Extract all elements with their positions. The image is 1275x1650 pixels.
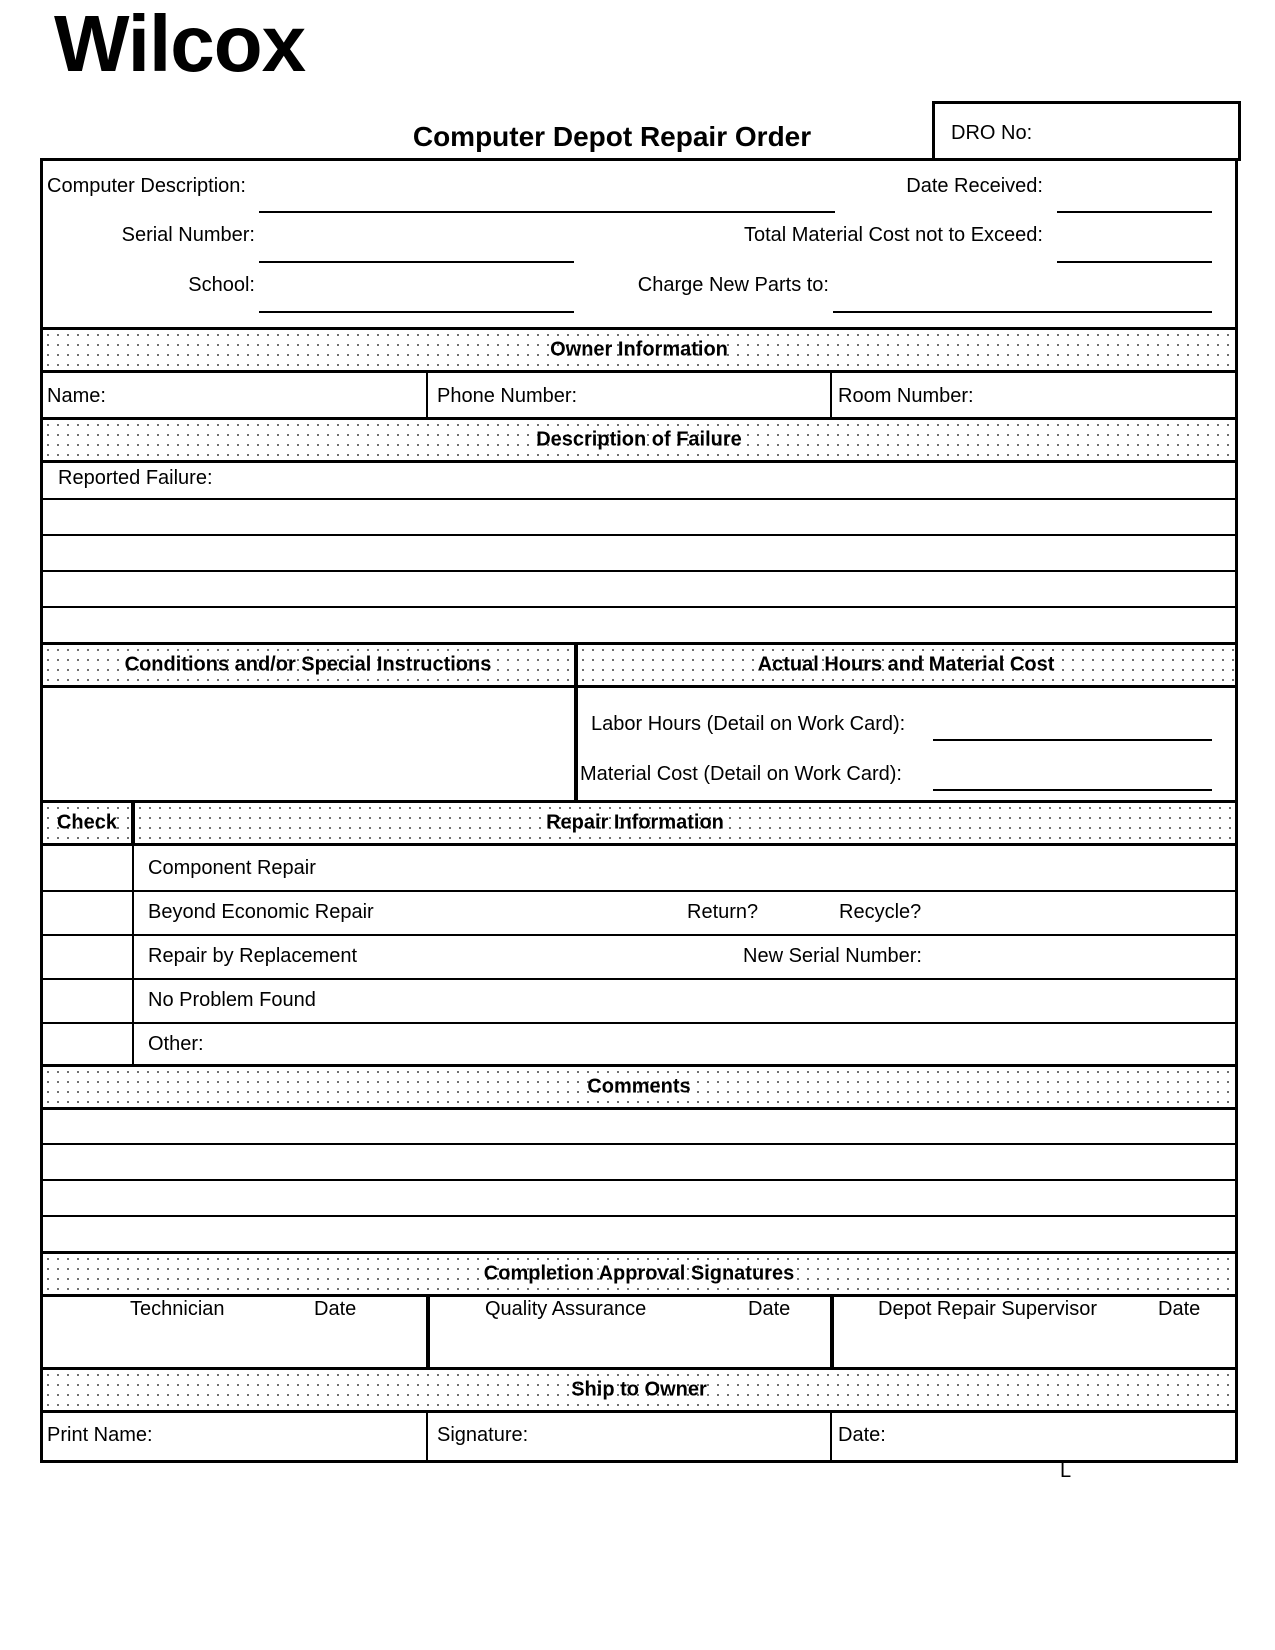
- repair-information-heading: Repair Information: [546, 811, 724, 834]
- total-material-cost-field[interactable]: [1057, 261, 1212, 263]
- supervisor-date-label: Date: [1158, 1298, 1201, 1320]
- actual-hours-band: [578, 645, 1235, 685]
- charge-new-parts-label: Charge New Parts to:: [637, 274, 829, 296]
- return-option[interactable]: Return?: [687, 901, 759, 923]
- owner-phone-field[interactable]: Phone Number:: [437, 385, 578, 407]
- failure-line[interactable]: [43, 606, 1235, 608]
- computer-description-field[interactable]: [259, 211, 835, 213]
- serial-number-label: Serial Number:: [121, 224, 255, 246]
- failure-line[interactable]: [43, 534, 1235, 536]
- qa-label: Quality Assurance: [485, 1298, 647, 1320]
- charge-new-parts-field[interactable]: [833, 311, 1212, 313]
- divider: [132, 846, 134, 1064]
- conditions-heading: Conditions and/or Special Instructions: [124, 653, 492, 676]
- divider: [426, 373, 428, 419]
- repair-option-label: Component Repair: [148, 857, 316, 879]
- reported-failure-label: Reported Failure:: [58, 467, 213, 489]
- failure-line[interactable]: [43, 498, 1235, 500]
- date-received-label: Date Received:: [906, 175, 1043, 197]
- page-title: Computer Depot Repair Order: [412, 121, 812, 152]
- material-cost-field[interactable]: [933, 789, 1212, 791]
- failure-line[interactable]: [43, 570, 1235, 572]
- divider: [43, 978, 1235, 980]
- divider: [43, 934, 1235, 936]
- description-of-failure-heading: Description of Failure: [536, 428, 742, 451]
- check-box[interactable]: [43, 1024, 131, 1064]
- divider: [574, 645, 578, 803]
- ship-to-owner-heading: Ship to Owner: [571, 1378, 707, 1401]
- school-field[interactable]: [259, 311, 574, 313]
- material-cost-label: Material Cost (Detail on Work Card):: [580, 763, 902, 785]
- total-material-cost-label: Total Material Cost not to Exceed:: [743, 224, 1043, 246]
- comment-line[interactable]: [43, 1143, 1235, 1145]
- recycle-option[interactable]: Recycle?: [839, 901, 922, 923]
- description-of-failure-band: [43, 420, 1235, 460]
- repair-order-form: [40, 158, 1238, 1463]
- divider: [43, 890, 1235, 892]
- divider: [426, 1413, 428, 1460]
- actual-hours-heading: Actual Hours and Material Cost: [757, 653, 1055, 676]
- ship-signature-field[interactable]: Signature:: [437, 1424, 529, 1446]
- check-heading: Check: [56, 811, 118, 834]
- ship-to-owner-band: [43, 1370, 1235, 1410]
- divider: [830, 1297, 834, 1367]
- signatures-heading: Completion Approval Signatures: [483, 1262, 795, 1285]
- owner-room-field[interactable]: Room Number:: [838, 385, 974, 407]
- new-serial-number-field[interactable]: New Serial Number:: [743, 945, 922, 967]
- owner-name-field[interactable]: Name:: [47, 385, 106, 407]
- check-box[interactable]: [43, 847, 131, 889]
- divider: [43, 370, 1235, 373]
- divider: [43, 1107, 1235, 1110]
- signatures-band: [43, 1254, 1235, 1294]
- divider: [43, 1022, 1235, 1024]
- divider: [43, 843, 1235, 846]
- repair-option-label: Beyond Economic Repair: [148, 901, 374, 923]
- check-box[interactable]: [43, 980, 131, 1022]
- ship-date-field[interactable]: Date:: [838, 1424, 886, 1446]
- dro-label: DRO No:: [951, 122, 1033, 144]
- owner-information-heading: Owner Information: [550, 338, 728, 361]
- qa-date-label: Date: [748, 1298, 791, 1320]
- divider: [43, 1410, 1235, 1413]
- technician-label: Technician: [130, 1298, 225, 1320]
- check-box[interactable]: [43, 936, 131, 978]
- computer-description-label: Computer Description:: [47, 175, 246, 197]
- technician-date-label: Date: [314, 1298, 357, 1320]
- date-received-field[interactable]: [1057, 211, 1212, 213]
- repair-option-label: No Problem Found: [148, 989, 316, 1011]
- repair-option-label: Repair by Replacement: [148, 945, 357, 967]
- divider: [426, 1297, 430, 1367]
- labor-hours-field[interactable]: [933, 739, 1212, 741]
- brand-logo: Wilcox: [54, 0, 306, 88]
- repair-information-band: [135, 803, 1235, 843]
- divider: [830, 373, 832, 419]
- footer-mark: L: [1060, 1460, 1072, 1482]
- print-name-field[interactable]: Print Name:: [47, 1424, 153, 1446]
- check-band: [43, 803, 131, 843]
- divider: [830, 1413, 832, 1460]
- conditions-band: [43, 645, 574, 685]
- conditions-text-area[interactable]: [43, 688, 572, 800]
- comments-band: [43, 1067, 1235, 1107]
- school-label: School:: [188, 274, 255, 296]
- divider: [43, 460, 1235, 463]
- repair-option-label: Other:: [148, 1033, 204, 1055]
- owner-information-band: [43, 330, 1235, 370]
- divider: [131, 803, 135, 843]
- serial-number-field[interactable]: [259, 261, 574, 263]
- comment-line[interactable]: [43, 1215, 1235, 1217]
- comment-line[interactable]: [43, 1179, 1235, 1181]
- comments-heading: Comments: [587, 1075, 691, 1098]
- labor-hours-label: Labor Hours (Detail on Work Card):: [591, 713, 906, 735]
- supervisor-label: Depot Repair Supervisor: [878, 1298, 1097, 1320]
- check-box[interactable]: [43, 892, 131, 934]
- dro-number-box[interactable]: [932, 101, 1241, 161]
- technician-signature-box[interactable]: [43, 1297, 425, 1367]
